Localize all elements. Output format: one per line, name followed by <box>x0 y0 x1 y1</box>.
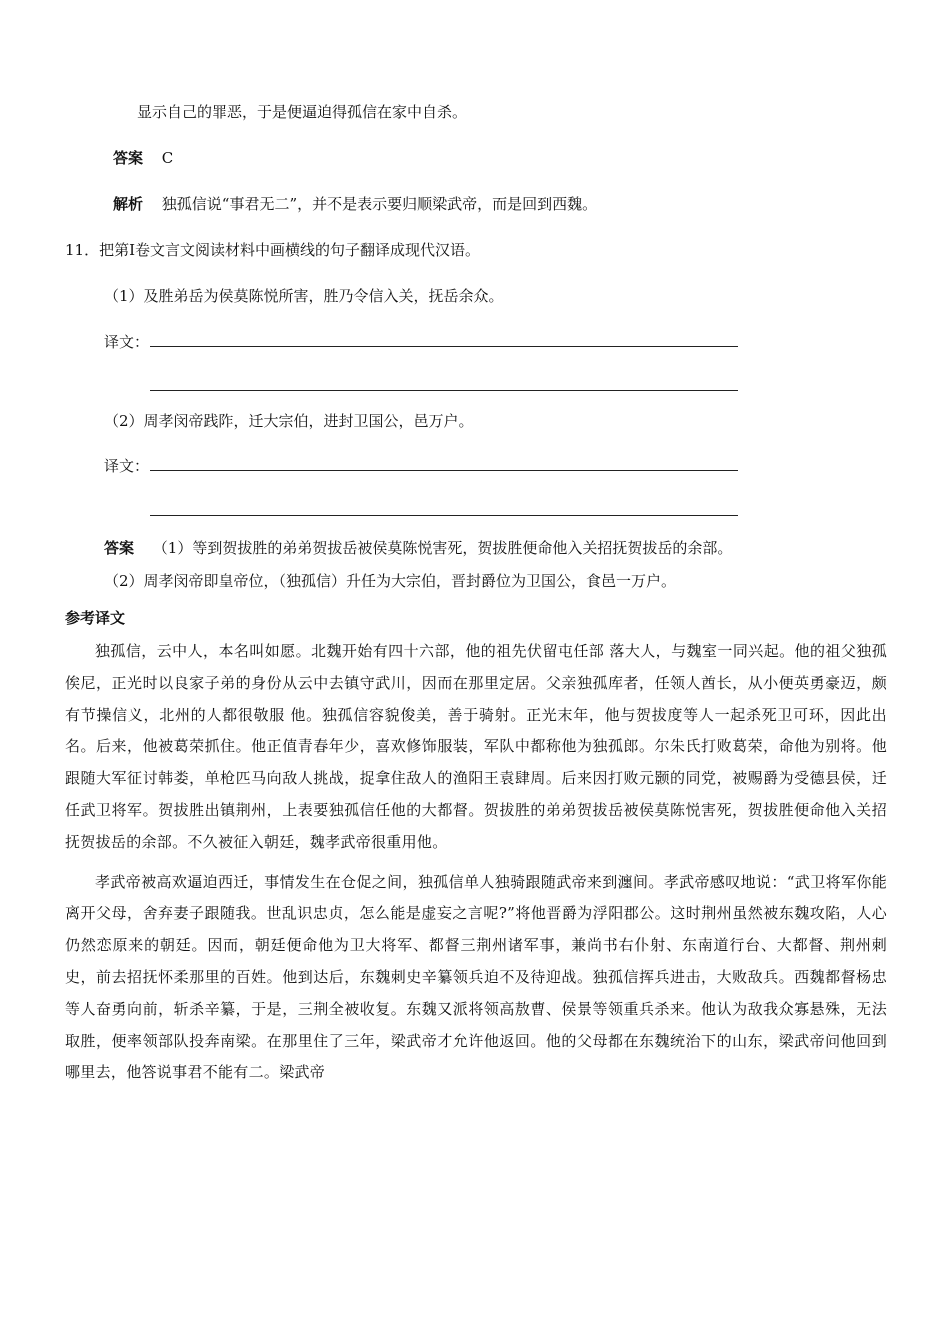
q11-answer-label: 答案 <box>104 539 135 557</box>
reference-heading: 参考译文 <box>65 609 126 627</box>
answer-blank-line <box>150 390 738 391</box>
continuation-text: 显示自己的罪恶，于是便逼迫得孤信在家中自杀。 <box>137 103 468 121</box>
answer-row <box>113 147 173 168</box>
reference-paragraph-2: 孝武帝被高欢逼迫西迁，事情发生在仓促之间，独孤信单人独骑跟随武帝来到瀍间。孝武帝感叹地说：“武卫将军你能离开父母，舍弃妻子跟随我。世乱识忠贞，怎么能是虚妄之言呢?”将他晋爵为浮阳郡公。这时荆州虽然被东魏攻陷，人心仍然恋原来的朝廷。因而，朝廷便命他为卫大将军、都督三荆州诸军事，兼尚书右仆射、东南道行台、大都督、荆州刺史，前去招抚怀柔那里的百姓。他到达后，东魏刺史辛纂领兵迫不及待迎战。独孤信挥兵进击，大败敌兵。西魏都督杨忠等人奋勇向前，斩杀辛纂，于是，三荆全被收复。东魏又派将领高敖曹、侯景等领重兵杀来。他认为敌我众寡悬殊，无法取胜，便率领部队投奔南梁。在那里住了三年，梁武帝才允许他返回。他的父母都在东魏统治下的山东，梁武帝问他回到哪里去，他答说事君不能有二。梁武帝 <box>65 872 887 1082</box>
q11-answer-2: （2）周孝闵帝即皇帝位，（独孤信）升任为大宗伯，晋封爵位为卫国公，食邑一万户。 <box>104 572 677 590</box>
question-11-title: 11．把第Ⅰ卷文言文阅读材料中画横线的句子翻译成现代汉语。 <box>65 241 481 259</box>
question-11-item-2: （2）周孝闵帝践阼，迁大宗伯，进封卫国公，邑万户。 <box>104 412 474 430</box>
analysis-label: 解析 <box>113 195 144 213</box>
translation-label-1: 译文： <box>104 333 150 351</box>
answer-value: C <box>161 149 174 167</box>
answer-blank-line <box>150 470 738 471</box>
analysis-text: 独孤信说“事君无二”，并不是表示要归顺梁武帝，而是回到西魏。 <box>161 195 598 213</box>
answer-blank-line <box>150 515 738 516</box>
question-11-item-1: （1）及胜弟岳为侯莫陈悦所害，胜乃令信入关，抚岳余众。 <box>104 287 504 305</box>
answer-label: 答案 <box>113 149 144 167</box>
answer-blank-line <box>150 346 738 347</box>
translation-label-2: 译文： <box>104 457 150 475</box>
q11-answer-1: （1）等到贺拔胜的弟弟贺拔岳被侯莫陈悦害死，贺拔胜便命他入关招抚贺拔岳的余部。 <box>152 539 733 557</box>
reference-paragraph-1: 独孤信，云中人，本名叫如愿。北魏开始有四十六部，他的祖先伏留屯任部 落大人，与魏室一同兴起。他的祖父独孤俟尼，正光时以良家子弟的身份从云中去镇守武川，因而在那里定居。父亲独孤库者，任领人酋长，从小便英勇豪迈，颇有节操信义，北州的人都很敬服 他。独孤信容貌俊美，善于骑射。正光末年，他与贺拔度等人一起杀死卫可环，因此出名。后来，他被葛荣抓住。他正值青春年少，喜欢修饰服装，军队中都称他为独孤郎。尔朱氏打败葛荣，命他为别将。他跟随大军征讨韩娄，单枪匹马向敌人挑战，捉拿住敌人的渔阳王袁肆周。后来因打败元颢的同党，被赐爵为受德县侯，迁任武卫将军。贺拔胜出镇荆州，上表要独孤信任他的大都督。贺拔胜的弟弟贺拔岳被侯莫陈悦害死，贺拔胜便命他入关招抚贺拔岳的余部。不久被征入朝廷，魏孝武帝很重用他。 <box>65 642 887 851</box>
q11-answer-row <box>104 537 732 558</box>
analysis-row <box>113 193 597 214</box>
reference-translation <box>65 636 887 1089</box>
